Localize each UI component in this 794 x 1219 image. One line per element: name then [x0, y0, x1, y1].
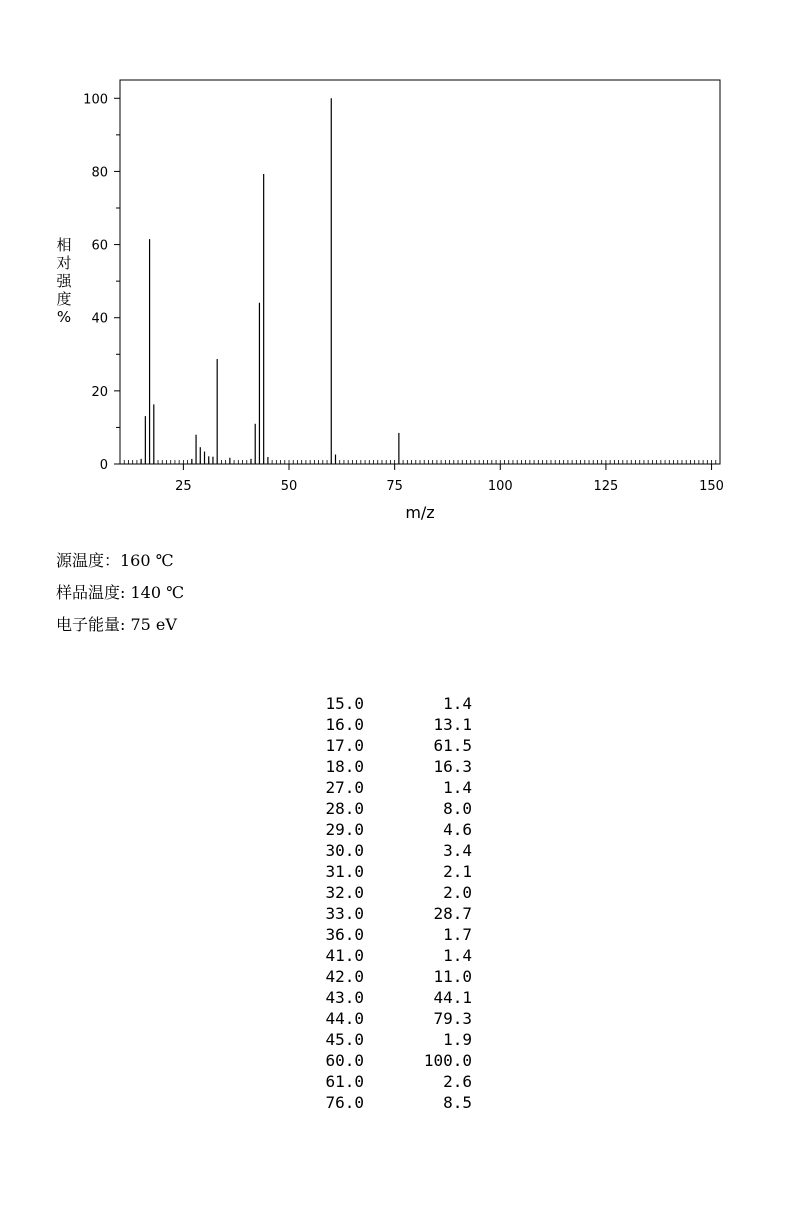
y-tick-label: 40: [91, 311, 108, 327]
peak-mz: 42.0: [325, 967, 364, 986]
peak-mz: 45.0: [325, 1030, 364, 1049]
peak-mz: 44.0: [325, 1009, 364, 1028]
table-row: [318, 903, 472, 924]
peak-mz: 61.0: [325, 1072, 364, 1091]
table-row: [318, 798, 472, 819]
peak-mz: 41.0: [325, 946, 364, 965]
table-row: [318, 945, 472, 966]
peak-intensity: 16.3: [433, 757, 472, 776]
y-tick-label: 80: [91, 165, 108, 181]
electron-energy: 电子能量: 75 eV: [56, 615, 177, 634]
peak-intensity: 28.7: [433, 904, 472, 923]
peak-intensity: 11.0: [433, 967, 472, 986]
table-row: [318, 714, 472, 735]
peak-mz: 18.0: [325, 757, 364, 776]
table-row: [318, 861, 472, 882]
table-row: [318, 819, 472, 840]
peak-intensity: 1.7: [443, 925, 472, 944]
peak-mz: 76.0: [325, 1093, 364, 1112]
y-tick-label: 20: [91, 384, 108, 400]
y-tick-label: 0: [99, 458, 108, 473]
peak-intensity: 2.0: [443, 883, 472, 902]
peak-mz: 15.0: [325, 694, 364, 713]
mass-spectrum-chart: [0, 0, 794, 540]
table-row: [318, 1008, 472, 1029]
peak-intensity: 1.4: [443, 778, 472, 797]
peak-table: [318, 693, 472, 1113]
table-row: [318, 1092, 472, 1113]
peak-mz: 36.0: [325, 925, 364, 944]
table-row: [318, 1050, 472, 1071]
peak-mz: 28.0: [325, 799, 364, 818]
x-tick-label: 50: [280, 479, 298, 494]
table-row: [318, 840, 472, 861]
peak-mz: 60.0: [325, 1051, 364, 1070]
peak-mz: 17.0: [325, 736, 364, 755]
peak-intensity: 3.4: [443, 841, 472, 860]
peak-intensity: 2.1: [443, 862, 472, 881]
x-tick-label: 125: [593, 479, 619, 494]
peak-mz: 31.0: [325, 862, 364, 881]
x-tick-label: 100: [487, 479, 513, 494]
table-row: [318, 756, 472, 777]
peak-intensity: 44.1: [433, 988, 472, 1007]
y-axis-label: 相对强度%: [56, 236, 72, 326]
peak-mz: 30.0: [325, 841, 364, 860]
peak-intensity: 8.5: [443, 1093, 472, 1112]
table-row: [318, 1029, 472, 1050]
peak-intensity: 61.5: [433, 736, 472, 755]
peak-intensity: 1.9: [443, 1030, 472, 1049]
peak-intensity: 1.4: [443, 694, 472, 713]
plot-frame: [120, 80, 720, 464]
peak-mz: 16.0: [325, 715, 364, 734]
peak-intensity: 100.0: [423, 1051, 472, 1070]
peak-mz: 43.0: [325, 988, 364, 1007]
table-row: [318, 882, 472, 903]
peak-mz: 32.0: [325, 883, 364, 902]
peak-intensity: 8.0: [443, 799, 472, 818]
table-row: [318, 1071, 472, 1092]
x-tick-label: 75: [386, 479, 403, 494]
x-tick-label: 150: [699, 479, 724, 494]
table-row: [318, 966, 472, 987]
table-row: [318, 924, 472, 945]
y-tick-label: 100: [83, 92, 108, 108]
y-axis: [83, 92, 120, 473]
x-axis-label: m/z: [405, 503, 435, 522]
spectrum-bars: [141, 98, 399, 464]
x-axis: [175, 464, 724, 494]
peak-intensity: 13.1: [433, 715, 472, 734]
peak-intensity: 1.4: [443, 946, 472, 965]
sample-temperature: 样品温度: 140 ℃: [56, 583, 185, 602]
peak-intensity: 2.6: [443, 1072, 472, 1091]
table-row: [318, 735, 472, 756]
x-tick-label: 25: [175, 479, 192, 494]
y-tick-label: 60: [91, 238, 108, 254]
peak-mz: 29.0: [325, 820, 364, 839]
table-row: [318, 693, 472, 714]
peak-mz: 33.0: [325, 904, 364, 923]
peak-intensity: 79.3: [433, 1009, 472, 1028]
peak-intensity: 4.6: [443, 820, 472, 839]
source-temperature: 源温度：160 ℃: [56, 551, 174, 570]
table-row: [318, 987, 472, 1008]
peak-mz: 27.0: [325, 778, 364, 797]
table-row: [318, 777, 472, 798]
